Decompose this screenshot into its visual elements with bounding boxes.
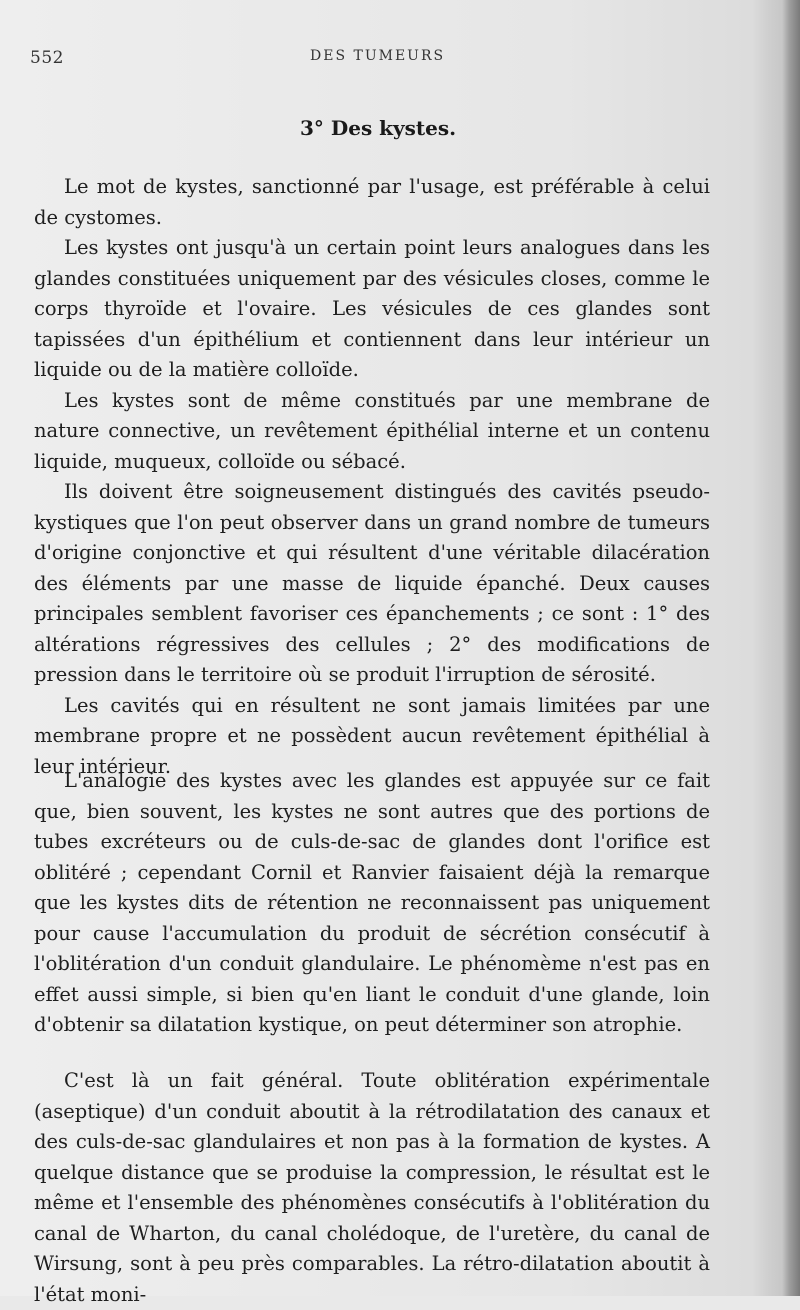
paragraph: Le mot de kystes, sanctionné par l'usage, est préférable à celui de cystomes. — [34, 175, 710, 229]
text-block-definition — [34, 172, 710, 782]
paragraph: Les cavités qui en résultent ne sont jamais limitées par une membrane propre et ne possèdent aucun revêtement épithélial à leur intérieur. — [34, 693, 710, 778]
paragraph: C'est là un fait général. Toute oblitération expérimentale (aseptique) d'un conduit aboutit à la rétrodilatation des canaux et des culs-de-sac glandulaires et non pas à la formation de kystes. A quelque distance que se produise la compression, le résultat est le même et l'ensemble des phénomènes consécutifs à l'oblitération du canal de Wharton, du canal cholédoque, de l'uretère, du canal de Wirsung, sont à peu près comparables. La rétro-dilatation aboutit à l'état moni- — [34, 1069, 710, 1306]
text-block-analogy — [34, 766, 710, 1041]
section-title: 3° Des kystes. — [300, 116, 457, 140]
paragraph: L'analogie des kystes avec les glandes est appuyée sur ce fait que, bien souvent, les kystes ne sont autres que des portions de tubes excréteurs ou de culs-de-sac de glandes dont l'orifice est oblitéré ; cependant Cornil et Ranvier faisaient déjà la remarque que les kystes dits de rétention ne reconnaissent pas uniquement pour cause l'accumulation du produit de sécrétion consécutif à l'oblitération d'un conduit glandulaire. Le phénomème n'est pas en effet aussi simple, si bien qu'en liant le conduit d'une glande, loin d'obtenir sa dilatation kystique, on peut déterminer son atrophie. — [34, 769, 710, 1036]
paragraph: Les kystes ont jusqu'à un certain point leurs analogues dans les glandes constituées uniquement par des vésicules closes, comme le corps thyroïde et l'ovaire. Les vésicules de ces glandes sont tapissées d'un épithélium et contiennent dans leur intérieur un liquide ou de la matière colloïde. — [34, 236, 710, 381]
page-header — [30, 44, 750, 74]
text-block-general-fact — [34, 1066, 710, 1310]
page-number: 552 — [30, 48, 64, 68]
paragraph: Ils doivent être soigneusement distingués des cavités pseudo-kystiques que l'on peut observer dans un grand nombre de tumeurs d'origine conjonctive et qui résultent d'une véritable dilacération des éléments par une masse de liquide épanché. Deux causes principales semblent favoriser ces épanchements ; ce sont : 1° des altérations régressives des cellules ; 2° des modifications de pression dans le territoire où se produit l'irruption de sérosité. — [34, 480, 710, 686]
paragraph: Les kystes sont de même constitués par une membrane de nature connective, un revêtement épithélial interne et un contenu liquide, muqueux, colloïde ou sébacé. — [34, 388, 710, 473]
running-head: DES TUMEURS — [310, 48, 446, 64]
page-binding-shadow — [782, 0, 800, 1296]
